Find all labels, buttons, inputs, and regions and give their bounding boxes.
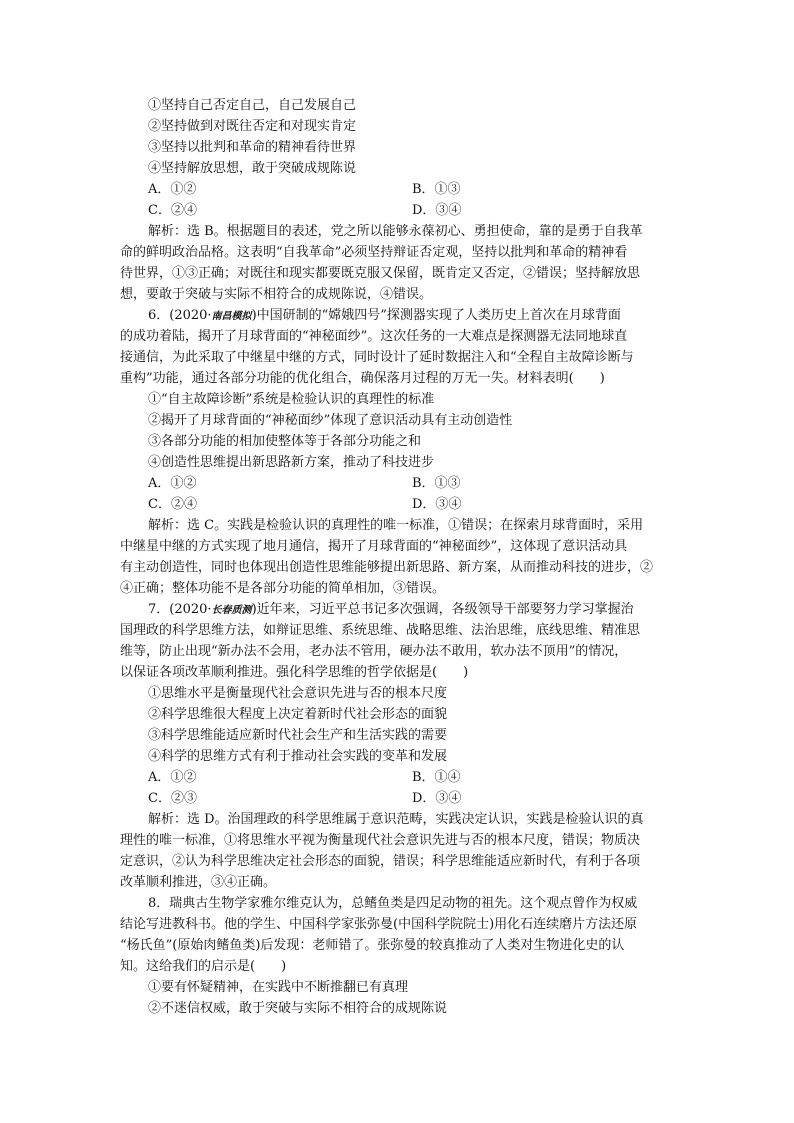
statement-1: ①“自主故障诊断”系统是检验认识的真理性的标准 [148, 392, 435, 407]
question-8-stem: 8．瑞典古生物学家雅尔维克认为，总鳍鱼类是四足动物的祖先。这个观点曾作为权威 [148, 896, 638, 911]
statement-4: ④坚持解放思想，敢于突破成规陈说 [148, 161, 357, 176]
statement-3: ③各部分功能的相加使整体等于各部分功能之和 [148, 434, 422, 449]
option-b: B．①③ [412, 476, 461, 491]
question-number: 6．(2020· [148, 308, 212, 323]
explanation-line: 待世界，①③正确；对既往和现实都要既克服又保留，既肯定又否定，②错误；坚持解放思 [120, 266, 641, 281]
explanation-line: 解析：选 D。治国理政的科学思维属于意识范畴，实践决定认识，实践是检验认识的真 [148, 812, 644, 827]
explanation-line: 定意识，②认为科学思维决定社会形态的面貌，错误；科学思维能适应新时代，有利于各项 [120, 854, 641, 869]
explanation-line: 解析：选 B。根据题目的表述，党之所以能够永葆初心、勇担使命，靠的是勇于自我革 [148, 224, 643, 239]
explanation-line: 命的鲜明政治品格。这表明“自我革命”必须坚持辩证否定观，坚持以批判和革命的精神看 [120, 245, 628, 260]
question-text: 知。这给我们的启示是( ) [120, 959, 287, 974]
option-d: D．③④ [412, 497, 462, 512]
option-c: C．②③ [148, 791, 197, 806]
explanation-line: 有主动创造性，同时也体现出创造性思维能够提出新思路、新方案，从而推动科技的进步，② [120, 560, 654, 575]
statement-4: ④创造性思维提出新思路新方案，推动了科技进步 [148, 455, 435, 470]
explanation-line: ④正确；整体功能不是各部分功能的简单相加，③错误。 [120, 581, 446, 596]
question-text: 维等，防止出现“新办法不会用，老办法不管用，硬办法不敢用，软办法不顶用”的情况， [120, 644, 628, 659]
source-tag: 南昌模拟 [211, 311, 252, 322]
statement-2: ②科学思维很大程度上决定着新时代社会形态的面貌 [148, 707, 448, 722]
statement-1: ①思维水平是衡量现代社会意识先进与否的根本尺度 [148, 686, 448, 701]
statement-3: ③坚持以批判和革命的精神看待世界 [148, 140, 357, 155]
explanation-line: 解析：选 C。实践是检验认识的真理性的唯一标准，①错误；在探索月球背面时，采用 [148, 518, 644, 533]
question-7-stem [148, 600, 634, 620]
statement-2: ②揭开了月球背面的“神秘面纱”体现了意识活动具有主动创造性 [148, 413, 513, 428]
option-a: A．①② [148, 770, 197, 785]
option-d: D．③④ [412, 791, 462, 806]
question-text: “杨氏鱼”(原始肉鳍鱼类)后发现：老师错了。张弥曼的较真推动了人类对生物进化史的认 [120, 938, 625, 953]
question-text: 以保证各项改革顺利推进。强化科学思维的哲学依据是( ) [120, 665, 469, 680]
question-number: 7．(2020· [148, 602, 212, 617]
option-d: D．③④ [412, 203, 462, 218]
option-a: A．①② [148, 182, 197, 197]
option-b: B．①④ [412, 770, 461, 785]
statement-2: ②坚持做到对既往否定和对现实肯定 [148, 119, 357, 134]
statement-1: ①坚持自己否定自己，自己发展自己 [148, 98, 357, 113]
question-text: )近年来，习近平总书记多次强调，各级领导干部要努力学习掌握治 [251, 602, 634, 617]
question-text: 接通信，为此采取了中继星中继的方式，同时设计了延时数据注入和“全程自主故障诊断与 [120, 350, 634, 365]
question-text: 重构”功能，通过各部分功能的优化组合，确保落月过程的万无一失。材料表明( ) [120, 371, 605, 386]
option-b: B．①③ [412, 182, 461, 197]
explanation-line: 想，要敢于突破与实际不相符合的成规陈说，④错误。 [120, 287, 433, 302]
statement-3: ③科学思维能适应新时代社会生产和生活实践的需要 [148, 728, 448, 743]
option-c: C．②④ [148, 497, 197, 512]
statement-4: ④科学的思维方式有利于推动社会实践的变革和发展 [148, 749, 448, 764]
option-c: C．②④ [148, 203, 197, 218]
question-text: 国理政的科学思维方法，如辩证思维、系统思维、战略思维、法治思维，底线思维、精准思 [120, 623, 641, 638]
question-text: )中国研制的“嫦娥四号”探测器实现了人类历史上首次在月球背面 [251, 308, 621, 323]
question-6-stem [148, 306, 621, 326]
statement-1: ①要有怀疑精神，在实践中不断推翻已有真理 [148, 980, 409, 995]
statement-2: ②不迷信权威，敢于突破与实际不相符合的成规陈说 [148, 1001, 448, 1016]
source-tag: 长春质测 [211, 605, 252, 616]
question-text: 结论写进教科书。他的学生、中国科学家张弥曼(中国科学院院士)用化石连续磨片方法还原 [120, 917, 638, 932]
explanation-line: 改革顺利推进，③④正确。 [120, 875, 277, 890]
explanation-line: 理性的唯一标准，①将思维水平视为衡量现代社会意识先进与否的根本尺度，错误；物质决 [120, 833, 641, 848]
explanation-line: 中继星中继的方式实现了地月通信，揭开了月球背面的“神秘面纱”，这体现了意识活动具 [120, 539, 628, 554]
option-a: A．①② [148, 476, 197, 491]
question-text: 的成功着陆，揭开了月球背面的“神秘面纱”。这次任务的一大难点是探测器无法同地球直 [120, 329, 628, 344]
